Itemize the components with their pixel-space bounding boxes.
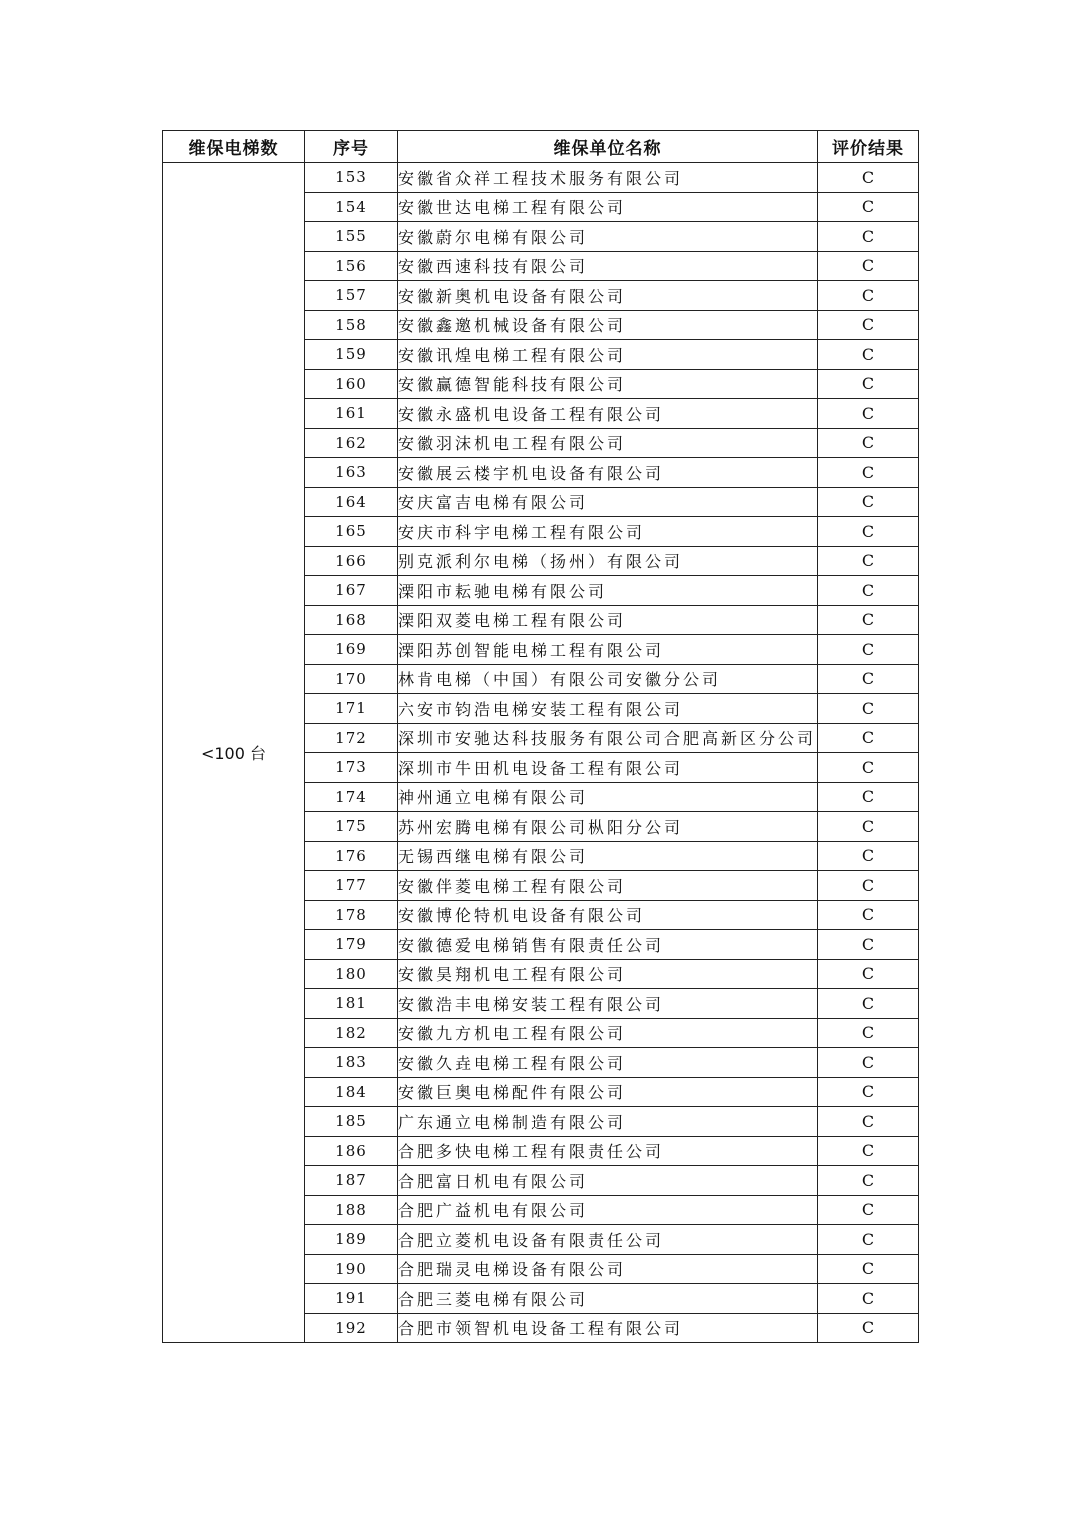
row-index-cell: 155 [305,222,398,252]
evaluation-result-cell: C [818,517,919,547]
company-name-cell: 安徽羽沫机电工程有限公司 [398,428,818,458]
evaluation-result-cell: C [818,1166,919,1196]
row-index-cell: 179 [305,930,398,960]
header-evaluation-result: 评价结果 [818,131,919,163]
evaluation-result-cell: C [818,310,919,340]
evaluation-result-cell: C [818,163,919,193]
row-index-cell: 175 [305,812,398,842]
evaluation-result-cell: C [818,1048,919,1078]
evaluation-result-cell: C [818,546,919,576]
company-name-cell: 苏州宏腾电梯有限公司枞阳分公司 [398,812,818,842]
evaluation-result-cell: C [818,1107,919,1137]
evaluation-result-cell: C [818,605,919,635]
row-index-cell: 188 [305,1195,398,1225]
company-name-cell: 安徽新奥机电设备有限公司 [398,281,818,311]
row-index-cell: 159 [305,340,398,370]
company-name-cell: 安徽巨奥电梯配件有限公司 [398,1077,818,1107]
row-index-cell: 174 [305,782,398,812]
row-index-cell: 161 [305,399,398,429]
row-index-cell: 182 [305,1018,398,1048]
evaluation-result-cell: C [818,399,919,429]
row-index-cell: 171 [305,694,398,724]
evaluation-result-cell: C [818,664,919,694]
company-name-cell: 六安市钧浩电梯安装工程有限公司 [398,694,818,724]
company-name-cell: 安徽展云楼宇机电设备有限公司 [398,458,818,488]
row-index-cell: 172 [305,723,398,753]
company-name-cell: 合肥瑞灵电梯设备有限公司 [398,1254,818,1284]
company-name-cell: 林肯电梯（中国）有限公司安徽分公司 [398,664,818,694]
row-index-cell: 192 [305,1313,398,1343]
row-index-cell: 190 [305,1254,398,1284]
company-name-cell: 溧阳市耘驰电梯有限公司 [398,576,818,606]
company-name-cell: 安徽昊翔机电工程有限公司 [398,959,818,989]
evaluation-result-cell: C [818,1018,919,1048]
row-index-cell: 166 [305,546,398,576]
evaluation-result-cell: C [818,369,919,399]
evaluation-result-cell: C [818,723,919,753]
company-name-cell: 神州通立电梯有限公司 [398,782,818,812]
company-name-cell: 深圳市安驰达科技服务有限公司合肥高新区分公司 [398,723,818,753]
company-name-cell: 别克派利尔电梯（扬州）有限公司 [398,546,818,576]
company-name-cell: 安徽讯煌电梯工程有限公司 [398,340,818,370]
company-name-cell: 安徽德爱电梯销售有限责任公司 [398,930,818,960]
evaluation-result-cell: C [818,1195,919,1225]
evaluation-result-cell: C [818,1313,919,1343]
row-index-cell: 169 [305,635,398,665]
row-index-cell: 181 [305,989,398,1019]
table-header [163,131,919,163]
evaluation-result-cell: C [818,576,919,606]
row-index-cell: 187 [305,1166,398,1196]
company-name-cell: 安徽省众祥工程技术服务有限公司 [398,163,818,193]
row-index-cell: 177 [305,871,398,901]
evaluation-result-cell: C [818,989,919,1019]
evaluation-result-cell: C [818,222,919,252]
evaluation-result-cell: C [818,812,919,842]
evaluation-result-cell: C [818,458,919,488]
row-index-cell: 168 [305,605,398,635]
row-index-cell: 157 [305,281,398,311]
row-index-cell: 170 [305,664,398,694]
row-index-cell: 180 [305,959,398,989]
company-name-cell: 安徽九方机电工程有限公司 [398,1018,818,1048]
company-name-cell: 安徽世达电梯工程有限公司 [398,192,818,222]
row-index-cell: 184 [305,1077,398,1107]
company-name-cell: 安徽赢德智能科技有限公司 [398,369,818,399]
row-index-cell: 164 [305,487,398,517]
company-name-cell: 溧阳双菱电梯工程有限公司 [398,605,818,635]
evaluation-result-cell: C [818,1136,919,1166]
evaluation-result-cell: C [818,959,919,989]
evaluation-result-cell: C [818,428,919,458]
company-name-cell: 溧阳苏创智能电梯工程有限公司 [398,635,818,665]
row-index-cell: 163 [305,458,398,488]
company-name-cell: 合肥多快电梯工程有限责任公司 [398,1136,818,1166]
evaluation-result-cell: C [818,1225,919,1255]
row-index-cell: 154 [305,192,398,222]
row-index-cell: 158 [305,310,398,340]
row-index-cell: 186 [305,1136,398,1166]
company-name-cell: 安徽博伦特机电设备有限公司 [398,900,818,930]
evaluation-result-cell: C [818,871,919,901]
company-name-cell: 安徽西速科技有限公司 [398,251,818,281]
company-name-cell: 合肥富日机电有限公司 [398,1166,818,1196]
company-name-cell: 安庆市科宇电梯工程有限公司 [398,517,818,547]
company-name-cell: 安庆富吉电梯有限公司 [398,487,818,517]
evaluation-result-cell: C [818,930,919,960]
row-index-cell: 185 [305,1107,398,1137]
company-name-cell: 安徽蔚尔电梯有限公司 [398,222,818,252]
evaluation-table [162,130,919,1343]
company-name-cell: 合肥立菱机电设备有限责任公司 [398,1225,818,1255]
header-company-name: 维保单位名称 [398,131,818,163]
evaluation-result-cell: C [818,782,919,812]
evaluation-result-cell: C [818,900,919,930]
company-name-cell: 深圳市牛田机电设备工程有限公司 [398,753,818,783]
company-name-cell: 广东通立电梯制造有限公司 [398,1107,818,1137]
row-index-cell: 160 [305,369,398,399]
header-row [163,131,919,163]
row-index-cell: 153 [305,163,398,193]
header-elevator-count: 维保电梯数 [163,131,305,163]
row-index-cell: 191 [305,1284,398,1314]
evaluation-result-cell: C [818,281,919,311]
row-index-cell: 173 [305,753,398,783]
evaluation-result-cell: C [818,1077,919,1107]
company-name-cell: 安徽永盛机电设备工程有限公司 [398,399,818,429]
row-index-cell: 189 [305,1225,398,1255]
evaluation-result-cell: C [818,1284,919,1314]
company-name-cell: 合肥市领智机电设备工程有限公司 [398,1313,818,1343]
row-index-cell: 178 [305,900,398,930]
row-index-cell: 183 [305,1048,398,1078]
evaluation-result-cell: C [818,192,919,222]
company-name-cell: 安徽鑫邀机械设备有限公司 [398,310,818,340]
evaluation-result-cell: C [818,694,919,724]
evaluation-result-cell: C [818,635,919,665]
company-name-cell: 安徽久垚电梯工程有限公司 [398,1048,818,1078]
company-name-cell: 安徽浩丰电梯安装工程有限公司 [398,989,818,1019]
header-index: 序号 [305,131,398,163]
company-name-cell: 无锡西继电梯有限公司 [398,841,818,871]
evaluation-result-cell: C [818,753,919,783]
evaluation-result-cell: C [818,1254,919,1284]
table-body [163,163,919,1343]
row-index-cell: 165 [305,517,398,547]
evaluation-result-cell: C [818,340,919,370]
row-index-cell: 176 [305,841,398,871]
company-name-cell: 安徽伴菱电梯工程有限公司 [398,871,818,901]
evaluation-result-cell: C [818,841,919,871]
row-index-cell: 162 [305,428,398,458]
table-row [163,163,919,193]
company-name-cell: 合肥三菱电梯有限公司 [398,1284,818,1314]
row-index-cell: 156 [305,251,398,281]
elevator-count-group-cell: <100 台 [163,163,305,1343]
row-index-cell: 167 [305,576,398,606]
evaluation-result-cell: C [818,487,919,517]
company-name-cell: 合肥广益机电有限公司 [398,1195,818,1225]
evaluation-result-cell: C [818,251,919,281]
